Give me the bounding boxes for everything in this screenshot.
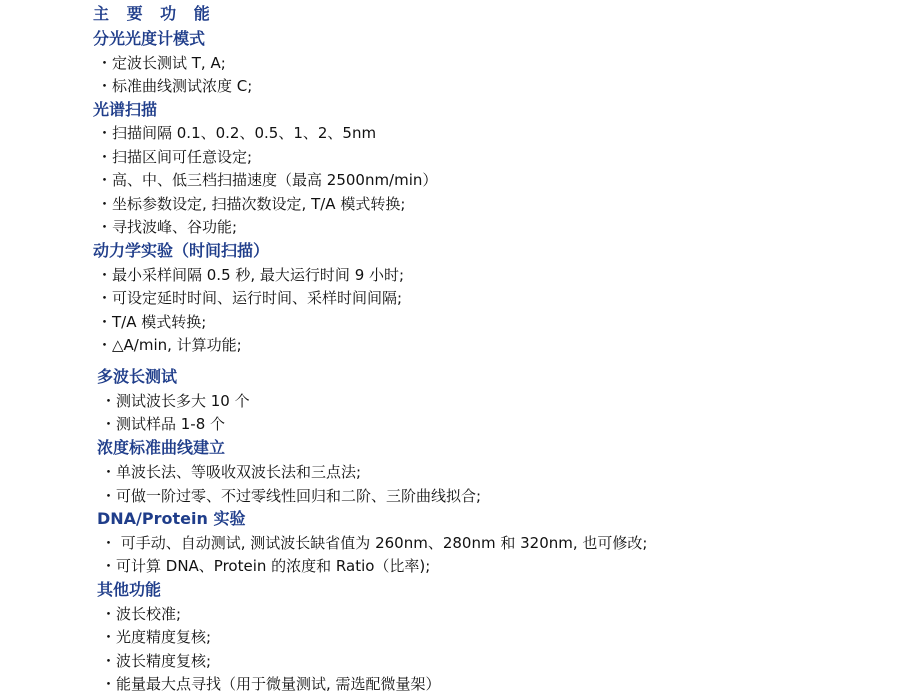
list-item: ・可设定延时时间、运行时间、采样时间间隔; xyxy=(97,289,403,307)
list-item: ・可做一阶过零、不过零线性回归和二阶、三阶曲线拟合; xyxy=(101,487,482,505)
list-item: ・能量最大点寻找（用于微量测试, 需选配微量架） xyxy=(101,675,441,693)
list-item: ・波长精度复核; xyxy=(101,652,212,670)
section-title-photometer-mode: 分光光度计模式 xyxy=(93,29,206,48)
list-item: ・最小采样间隔 0.5 秒, 最大运行时间 9 小时; xyxy=(97,266,405,284)
list-item: ・标准曲线测试浓度 C; xyxy=(97,77,253,95)
section-title-kinetics: 动力学实验（时间扫描） xyxy=(93,241,270,260)
list-item: ・测试波长多大 10 个 xyxy=(101,392,250,410)
list-item: ・寻找波峰、谷功能; xyxy=(97,218,238,236)
list-item: ・ 可手动、自动测试, 测试波长缺省值为 260nm、280nm 和 320nm, 也可修改; xyxy=(101,534,648,552)
list-item: ・波长校准; xyxy=(101,605,182,623)
list-item: ・扫描间隔 0.1、0.2、0.5、1、2、5nm xyxy=(97,124,377,142)
list-item: ・测试样品 1-8 个 xyxy=(101,415,226,433)
list-item: ・单波长法、等吸收双波长法和三点法; xyxy=(101,463,362,481)
list-item: ・高、中、低三档扫描速度（最高 2500nm/min） xyxy=(97,171,438,189)
section-title-dna-protein: DNA/Protein 实验 xyxy=(97,509,246,528)
section-title-standard-curve: 浓度标准曲线建立 xyxy=(97,438,226,457)
section-title-spectrum-scan: 光谱扫描 xyxy=(93,100,158,119)
list-item: ・可计算 DNA、Protein 的浓度和 Ratio（比率); xyxy=(101,557,431,575)
list-item: ・扫描区间可任意设定; xyxy=(97,148,253,166)
section-title-other-functions: 其他功能 xyxy=(97,580,162,599)
list-item: ・坐标参数设定, 扫描次数设定, T/A 模式转换; xyxy=(97,195,406,213)
list-item: ・光度精度复核; xyxy=(101,628,212,646)
main-heading: 主 要 功 能 xyxy=(93,4,216,23)
section-title-multi-wavelength: 多波长测试 xyxy=(97,367,178,386)
list-item: ・定波长测试 T, A; xyxy=(97,54,226,72)
list-item: ・△A/min, 计算功能; xyxy=(97,336,242,354)
list-item: ・T/A 模式转换; xyxy=(97,313,207,331)
